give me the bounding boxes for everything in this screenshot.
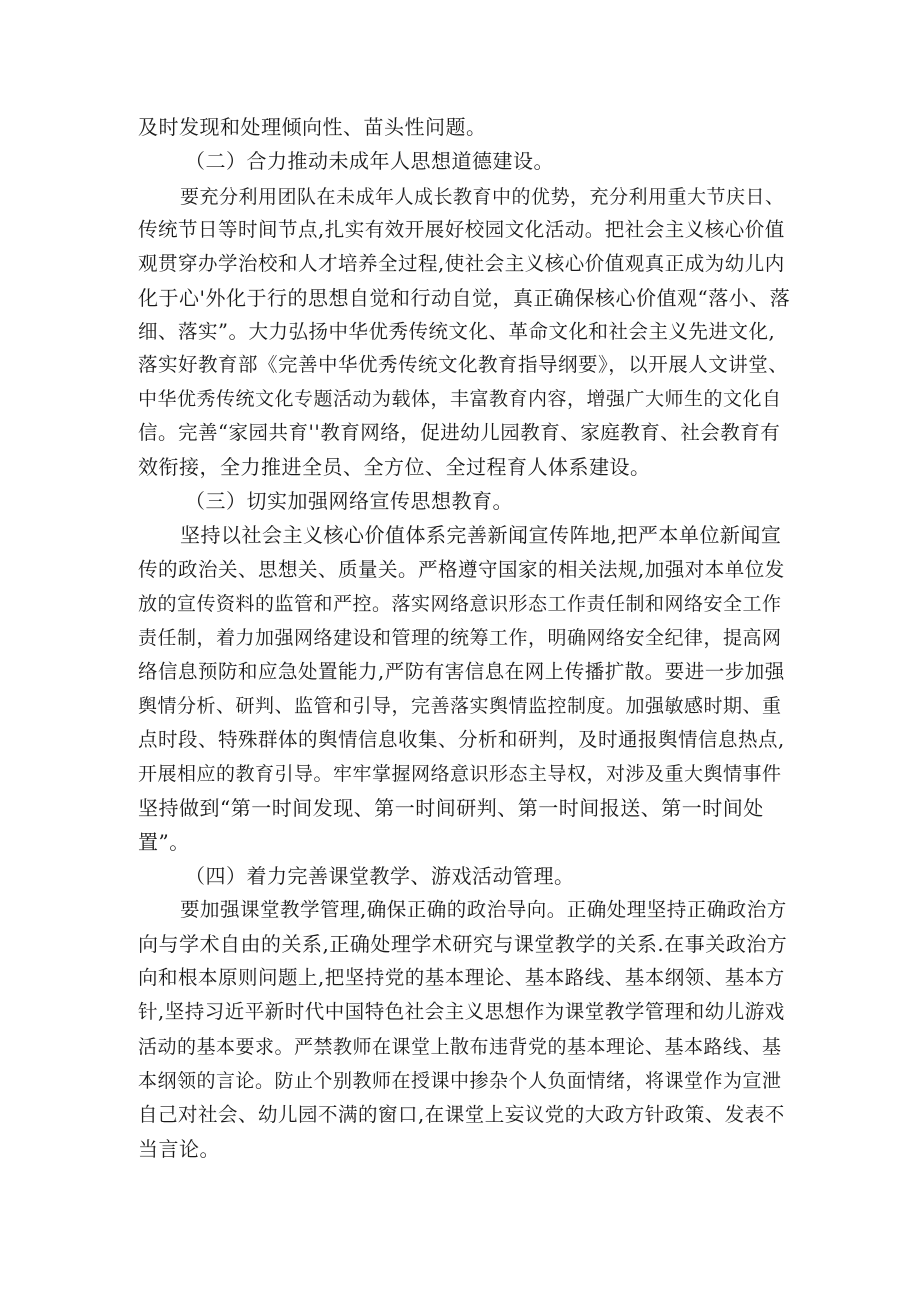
text-line: 要加强课堂教学管理,确保正确的政治导向。正确处理坚持正确政治方	[180, 898, 787, 921]
text-line: 及时发现和处理倾向性、苗头性问题。	[138, 115, 487, 139]
text-line: 化于心'外化于行的思想自觉和行动自觉，真正确保核心价值观“落小、落	[138, 286, 791, 310]
section-heading: （二）合力推动未成年人思想道德建设。	[185, 149, 554, 173]
text-line: 活动的基本要求。严禁教师在课堂上散布违背党的基本理论、基本路线、基	[138, 1036, 782, 1058]
text-line: 效衔接，全力推进全员、全方位、全过程育人体系建设。	[138, 455, 651, 479]
text-line: 本纲领的言论。防止个别教师在授课中掺杂个人负面情绪，将课堂作为宣泄	[138, 1070, 782, 1092]
text-line: 信。完善“家园共育''教育网络，促进幼儿园教育、家庭教育、社会教育有	[138, 421, 781, 444]
text-line: 细、落实”。大力弘扬中华优秀传统文化、革命文化和社会主义先进文化,	[138, 320, 776, 343]
text-line: 点时段、特殊群体的舆情信息收集、分析和研判，及时通报舆情信息热点,	[138, 728, 785, 751]
text-line: 观贯穿办学治校和人才培养全过程,使社会主义核心价值观真正成为幼儿内	[138, 252, 785, 275]
text-line: 传统节日等时间节点,扎实有效开展好校园文化活动。把社会主义核心价值	[138, 218, 785, 241]
text-line: 当言论。	[138, 1137, 220, 1161]
text-line: 开展相应的教育引导。牢牢掌握网络意识形态主导权，对涉及重大舆情事件	[138, 763, 782, 785]
text-line: 自己对社会、幼儿园不满的窗口,在课堂上妄议党的大政方针政策、发表不	[138, 1103, 785, 1126]
text-line: 中华优秀传统文化专题活动为载体，丰富教育内容，增强广大师生的文化自	[138, 388, 782, 410]
text-line: 落实好教育部《完善中华优秀传统文化教育指导纲要》，以开展人文讲堂、	[138, 353, 789, 376]
text-line: 置”。	[138, 830, 190, 854]
section-heading: （三）切实加强网络宣传思想教育。	[185, 489, 513, 513]
text-line: 舆情分析、研判、监管和引导，完善落实舆情监控制度。加强敏感时期、重	[138, 695, 782, 717]
text-line: 坚持做到“第一时间发现、第一时间研判、第一时间报送、第一时间处	[138, 796, 764, 820]
text-line: 向和根本原则问题上,把坚持党的基本理论、基本路线、基本纲领、基本方	[138, 966, 785, 989]
text-line: 责任制，着力加强网络建设和管理的统筹工作，明确网络安全纪律，提高网	[138, 627, 782, 649]
text-line: 向与学术自由的关系,正确处理学术研究与课堂教学的关系.在事关政治方	[138, 932, 788, 956]
text-line: 针,坚持习近平新时代中国特色社会主义思想作为课堂教学管理和幼儿游戏	[138, 1000, 785, 1023]
text-line: 传的政治关、思想关、质量关。严格遵守国家的相关法规,加强对本单位发	[138, 558, 785, 581]
text-line: 放的宣传资料的监管和严控。落实网络意识形态工作责任制和网络安全工作	[138, 593, 782, 615]
text-line: 要充分利用团队在未成年人成长教育中的优势，充分利用重大节庆日、	[180, 186, 785, 208]
section-heading: （四）着力完善课堂教学、游戏活动管理。	[185, 864, 575, 888]
text-line: 坚持以社会主义核心价值体系完善新闻宣传阵地,把严本单位新闻宣	[180, 523, 782, 547]
text-line: 络信息预防和应急处置能力,严防有害信息在网上传播扩散。要进一步加强	[138, 660, 785, 683]
